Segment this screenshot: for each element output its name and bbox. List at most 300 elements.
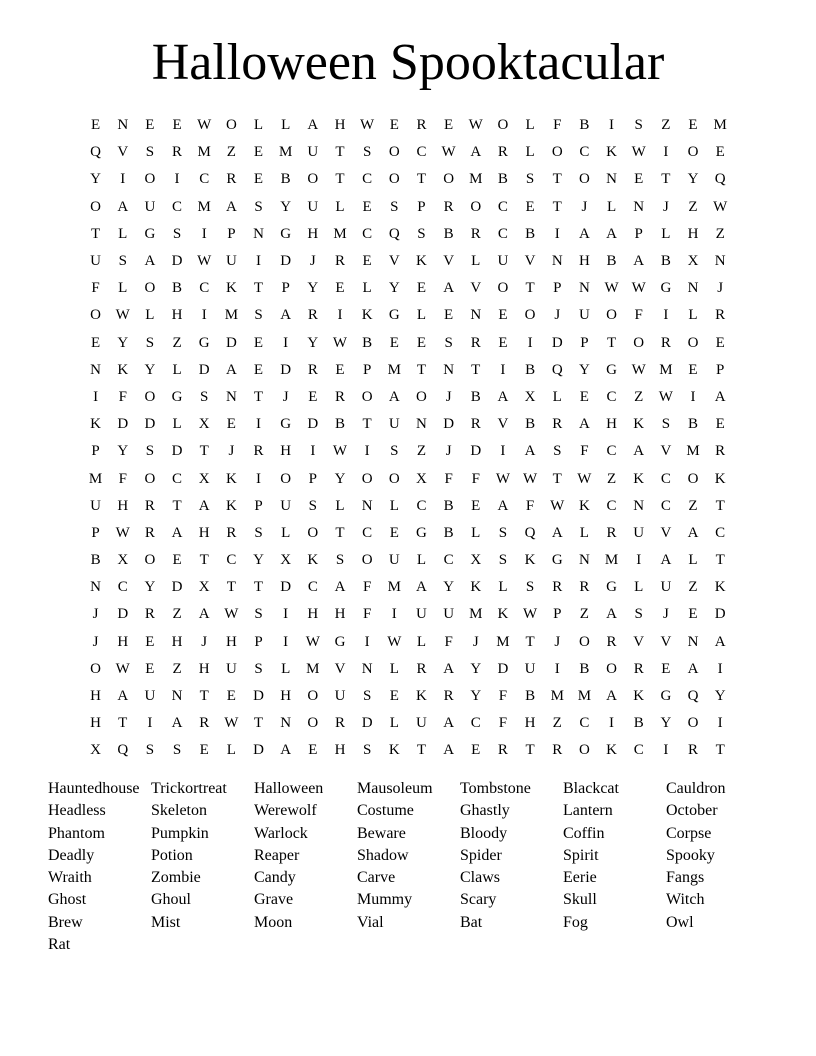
grid-letter: W bbox=[387, 633, 402, 650]
grid-letter: R bbox=[144, 497, 155, 514]
grid-letter: W bbox=[495, 470, 510, 487]
grid-letter: C bbox=[362, 225, 373, 242]
grid-letter: M bbox=[88, 470, 103, 487]
grid-letter: U bbox=[416, 606, 427, 623]
grid-letter: A bbox=[606, 688, 617, 705]
grid-letter: U bbox=[280, 497, 292, 514]
grid-letter: W bbox=[360, 117, 375, 134]
grid-letter: C bbox=[470, 715, 481, 732]
grid-letter: F bbox=[498, 688, 508, 705]
grid-letter: J bbox=[282, 388, 289, 405]
grid-letter: B bbox=[90, 552, 101, 569]
grid-row bbox=[82, 601, 734, 628]
grid-letter: P bbox=[254, 497, 263, 514]
grid-letter: T bbox=[552, 198, 562, 215]
grid-letter: B bbox=[497, 171, 508, 188]
grid-letter: E bbox=[661, 660, 671, 677]
grid-letter: W bbox=[468, 117, 483, 134]
grid-letter: R bbox=[715, 443, 726, 460]
grid-letter: T bbox=[335, 524, 345, 541]
grid-letter: E bbox=[688, 606, 698, 623]
grid-letter: M bbox=[306, 660, 320, 677]
grid-letter: R bbox=[199, 715, 210, 732]
grid-letter: L bbox=[172, 416, 182, 433]
grid-letter: A bbox=[416, 579, 427, 596]
grid-letter: I bbox=[391, 606, 397, 623]
grid-letter: D bbox=[443, 416, 455, 433]
grid-letter: K bbox=[416, 688, 427, 705]
grid-letter: H bbox=[198, 524, 210, 541]
word-list-item: Hauntedhouse bbox=[48, 780, 140, 797]
word-list-item: Ghoul bbox=[151, 891, 191, 909]
grid-letter: A bbox=[144, 253, 156, 270]
grid-letter: E bbox=[172, 117, 182, 134]
grid-letter: W bbox=[305, 633, 320, 650]
grid-letter: I bbox=[554, 225, 560, 242]
grid-letter: S bbox=[390, 443, 399, 460]
grid-letter: T bbox=[606, 334, 617, 351]
word-list-item: Moon bbox=[254, 913, 293, 931]
grid-letter: P bbox=[553, 606, 562, 623]
word-list-item: Tombstone bbox=[460, 780, 531, 797]
grid-letter: U bbox=[144, 198, 156, 215]
grid-letter: V bbox=[524, 253, 536, 270]
grid-letter: K bbox=[416, 253, 427, 270]
grid-letter: S bbox=[634, 606, 643, 623]
grid-letter: D bbox=[470, 443, 482, 460]
grid-letter: N bbox=[633, 497, 645, 514]
grid-letter: L bbox=[145, 307, 155, 324]
word-list-item: Bloody bbox=[460, 824, 508, 842]
grid-letter: W bbox=[115, 307, 130, 324]
grid-letter: S bbox=[200, 388, 209, 405]
grid-letter: H bbox=[280, 688, 292, 705]
grid-letter: Z bbox=[634, 388, 644, 405]
grid-letter: H bbox=[171, 307, 183, 324]
word-list-item: Bat bbox=[460, 913, 483, 931]
word-list-item: Claws bbox=[460, 869, 500, 887]
grid-letter: G bbox=[280, 225, 292, 242]
word-list-item: Cauldron bbox=[666, 780, 726, 797]
grid-letter: P bbox=[553, 280, 562, 297]
grid-letter: I bbox=[500, 443, 506, 460]
grid-letter: D bbox=[280, 253, 292, 270]
grid-letter: F bbox=[580, 443, 589, 460]
grid-letter: U bbox=[578, 307, 590, 324]
grid-letter: L bbox=[525, 144, 535, 161]
grid-letter: O bbox=[443, 171, 455, 188]
page-title: Halloween Spooktacular bbox=[151, 34, 665, 91]
grid-letter: V bbox=[497, 416, 509, 433]
grid-letter: Y bbox=[443, 579, 455, 596]
grid-letter: C bbox=[715, 524, 726, 541]
grid-letter: B bbox=[633, 715, 644, 732]
grid-letter: T bbox=[253, 280, 264, 297]
grid-letter: U bbox=[90, 253, 101, 270]
word-list-item: Headless bbox=[48, 802, 106, 820]
grid-letter: Z bbox=[688, 198, 698, 215]
grid-letter: L bbox=[281, 524, 291, 541]
grid-letter: O bbox=[90, 660, 101, 677]
word-list-item: Fog bbox=[563, 913, 588, 931]
grid-letter: I bbox=[93, 388, 99, 405]
grid-letter: L bbox=[335, 497, 345, 514]
grid-letter: S bbox=[444, 334, 453, 351]
grid-letter: R bbox=[660, 334, 671, 351]
grid-letter: M bbox=[550, 688, 564, 705]
grid-letter: Y bbox=[470, 660, 482, 677]
word-list-item: Skull bbox=[563, 891, 597, 909]
grid-letter: O bbox=[524, 307, 536, 324]
grid-letter: T bbox=[552, 171, 562, 188]
grid-letter: T bbox=[525, 280, 535, 297]
grid-letter: W bbox=[441, 144, 456, 161]
grid-letter: A bbox=[307, 117, 319, 134]
grid-letter: W bbox=[197, 253, 212, 270]
word-list-item: Beware bbox=[357, 824, 406, 842]
grid-letter: Y bbox=[307, 280, 319, 297]
grid-letter: S bbox=[498, 552, 508, 569]
grid-letter: N bbox=[687, 633, 699, 650]
grid-letter: P bbox=[91, 443, 100, 460]
grid-letter: G bbox=[334, 633, 346, 650]
grid-letter: M bbox=[713, 117, 727, 134]
grid-letter: E bbox=[253, 334, 264, 351]
grid-letter: B bbox=[443, 497, 454, 514]
grid-letter: M bbox=[577, 688, 592, 705]
grid-letter: G bbox=[388, 307, 400, 324]
grid-letter: I bbox=[120, 171, 126, 188]
grid-letter: F bbox=[362, 606, 372, 623]
grid-letter: T bbox=[416, 171, 427, 188]
word-list-item: Pumpkin bbox=[151, 824, 209, 842]
grid-letter: R bbox=[443, 198, 454, 215]
grid-letter: R bbox=[579, 579, 590, 596]
grid-letter: J bbox=[228, 443, 235, 460]
grid-letter: C bbox=[362, 524, 373, 541]
grid-letter: H bbox=[117, 497, 129, 514]
grid-letter: W bbox=[115, 660, 130, 677]
grid-letter: W bbox=[224, 715, 239, 732]
grid-letter: R bbox=[606, 633, 617, 650]
grid-letter: C bbox=[497, 225, 508, 242]
grid-letter: R bbox=[606, 524, 617, 541]
grid-letter: Y bbox=[117, 443, 129, 460]
grid-letter: T bbox=[715, 742, 725, 759]
grid-letter: R bbox=[226, 171, 237, 188]
grid-letter: E bbox=[444, 117, 454, 134]
grid-letter: G bbox=[606, 579, 617, 596]
grid-letter: T bbox=[715, 497, 725, 514]
grid-letter: O bbox=[280, 470, 292, 487]
grid-letter: L bbox=[416, 552, 427, 569]
grid-letter: E bbox=[253, 361, 264, 378]
grid-letter: E bbox=[90, 117, 101, 134]
grid-letter: J bbox=[662, 198, 669, 215]
grid-letter: B bbox=[606, 253, 617, 270]
grid-letter: X bbox=[117, 552, 129, 569]
grid-letter: S bbox=[172, 742, 182, 759]
grid-letter: S bbox=[308, 497, 317, 514]
grid-letter: N bbox=[90, 361, 101, 378]
grid-letter: Y bbox=[334, 470, 346, 487]
word-list-item: Trickortreat bbox=[151, 780, 227, 797]
grid-row bbox=[82, 221, 734, 248]
grid-letter: K bbox=[225, 497, 237, 514]
grid-letter: V bbox=[388, 253, 400, 270]
grid-letter: E bbox=[634, 171, 644, 188]
grid-letter: K bbox=[117, 361, 129, 378]
word-list-item: Rat bbox=[48, 936, 71, 954]
grid-letter: L bbox=[118, 280, 128, 297]
grid-letter: Z bbox=[688, 579, 698, 596]
grid-row bbox=[82, 357, 734, 384]
grid-letter: H bbox=[334, 117, 346, 134]
grid-letter: R bbox=[416, 117, 427, 134]
grid-letter: T bbox=[335, 171, 345, 188]
grid-letter: V bbox=[633, 633, 645, 650]
grid-row bbox=[82, 384, 734, 411]
grid-letter: D bbox=[144, 416, 156, 433]
grid-letter: E bbox=[226, 416, 236, 433]
grid-letter: T bbox=[199, 552, 209, 569]
grid-letter: Y bbox=[714, 688, 726, 705]
grid-letter: Y bbox=[388, 280, 400, 297]
grid-letter: P bbox=[254, 633, 263, 650]
grid-letter: S bbox=[145, 742, 155, 759]
word-list-item: Spooky bbox=[666, 846, 715, 864]
grid-letter: L bbox=[416, 633, 427, 650]
grid-letter: O bbox=[225, 117, 237, 134]
grid-letter: E bbox=[444, 307, 454, 324]
grid-row bbox=[82, 465, 734, 492]
grid-letter: S bbox=[525, 579, 535, 596]
grid-letter: Y bbox=[144, 579, 156, 596]
grid-letter: O bbox=[144, 171, 156, 188]
grid-letter: I bbox=[256, 416, 262, 433]
grid-letter: X bbox=[470, 552, 482, 569]
word-list-item: Costume bbox=[357, 802, 414, 820]
grid-letter: S bbox=[362, 688, 372, 705]
grid-letter: D bbox=[171, 253, 183, 270]
grid-letter: P bbox=[417, 198, 426, 215]
grid-letter: I bbox=[527, 334, 533, 351]
grid-letter: O bbox=[144, 552, 156, 569]
grid-letter: T bbox=[253, 388, 264, 405]
grid-letter: Y bbox=[307, 334, 319, 351]
grid-letter: B bbox=[334, 416, 345, 433]
grid-letter: E bbox=[416, 334, 427, 351]
grid-letter: X bbox=[416, 470, 427, 487]
grid-letter: B bbox=[280, 171, 291, 188]
grid-letter: C bbox=[443, 552, 454, 569]
grid-letter: A bbox=[225, 198, 237, 215]
grid-letter: B bbox=[362, 334, 373, 351]
grid-letter: Z bbox=[172, 606, 182, 623]
grid-letter: V bbox=[470, 280, 482, 297]
grid-letter: N bbox=[551, 253, 563, 270]
grid-letter: O bbox=[90, 198, 101, 215]
grid-letter: I bbox=[717, 715, 723, 732]
grid-letter: M bbox=[659, 361, 673, 378]
grid-letter: N bbox=[470, 307, 482, 324]
grid-row bbox=[82, 330, 734, 357]
grid-letter: A bbox=[551, 524, 563, 541]
grid-letter: G bbox=[144, 225, 156, 242]
grid-letter: W bbox=[631, 361, 646, 378]
grid-letter: W bbox=[522, 606, 538, 623]
grid-letter: Z bbox=[172, 334, 182, 351]
grid-letter: U bbox=[388, 416, 400, 433]
grid-letter: D bbox=[307, 416, 319, 433]
grid-letter: Y bbox=[280, 198, 292, 215]
grid-letter: E bbox=[335, 280, 345, 297]
grid-letter: B bbox=[525, 225, 536, 242]
grid-letter: O bbox=[633, 334, 645, 351]
grid-letter: C bbox=[172, 470, 183, 487]
grid-letter: L bbox=[389, 497, 399, 514]
grid-letter: G bbox=[416, 524, 427, 541]
grid-letter: F bbox=[444, 470, 453, 487]
grid-letter: X bbox=[198, 470, 210, 487]
grid-letter: K bbox=[225, 280, 237, 297]
grid-letter: E bbox=[145, 633, 155, 650]
grid-letter: F bbox=[91, 280, 100, 297]
grid-letter: H bbox=[90, 715, 101, 732]
grid-letter: A bbox=[578, 416, 590, 433]
word-list-item: Deadly bbox=[48, 846, 95, 864]
grid-letter: A bbox=[198, 497, 210, 514]
grid-letter: E bbox=[579, 388, 589, 405]
grid-letter: D bbox=[280, 361, 292, 378]
grid-letter: N bbox=[714, 253, 726, 270]
grid-letter: Z bbox=[579, 606, 589, 623]
grid-letter: E bbox=[145, 117, 155, 134]
grid-letter: L bbox=[471, 524, 481, 541]
grid-letter: O bbox=[361, 470, 373, 487]
grid-letter: R bbox=[172, 144, 183, 161]
grid-letter: D bbox=[497, 660, 509, 677]
grid-letter: G bbox=[280, 416, 292, 433]
grid-letter: S bbox=[335, 552, 345, 569]
grid-row bbox=[82, 166, 734, 193]
grid-letter: E bbox=[498, 307, 508, 324]
grid-letter: L bbox=[579, 524, 589, 541]
grid-letter: R bbox=[226, 524, 237, 541]
grid-letter: Q bbox=[388, 225, 400, 242]
grid-letter: S bbox=[145, 334, 155, 351]
grid-letter: C bbox=[307, 579, 318, 596]
grid-letter: Y bbox=[687, 171, 699, 188]
grid-letter: E bbox=[389, 117, 399, 134]
grid-letter: R bbox=[688, 742, 699, 759]
grid-letter: T bbox=[525, 633, 535, 650]
grid-letter: S bbox=[254, 198, 263, 215]
grid-letter: V bbox=[334, 660, 346, 677]
grid-letter: W bbox=[713, 198, 728, 215]
grid-letter: S bbox=[362, 144, 372, 161]
grid-letter: A bbox=[443, 660, 455, 677]
grid-letter: S bbox=[390, 198, 399, 215]
grid-letter: J bbox=[662, 606, 669, 623]
grid-letter: L bbox=[281, 660, 291, 677]
grid-letter: L bbox=[416, 307, 427, 324]
word-list-item: Blackcat bbox=[563, 780, 619, 797]
word-list-item: Spider bbox=[460, 846, 502, 864]
grid-letter: Z bbox=[416, 443, 427, 460]
grid-letter: N bbox=[253, 225, 264, 242]
grid-letter: J bbox=[472, 633, 479, 650]
grid-letter: F bbox=[118, 388, 127, 405]
grid-letter: O bbox=[687, 715, 699, 732]
grid-letter: N bbox=[578, 280, 590, 297]
grid-letter: A bbox=[687, 524, 699, 541]
grid-letter: H bbox=[687, 225, 699, 242]
grid-row bbox=[82, 547, 734, 574]
grid-letter: R bbox=[253, 443, 264, 460]
grid-row bbox=[82, 520, 734, 547]
grid-letter: A bbox=[117, 688, 129, 705]
grid-letter: L bbox=[362, 280, 372, 297]
grid-letter: I bbox=[310, 443, 316, 460]
grid-letter: C bbox=[579, 715, 590, 732]
grid-letter: I bbox=[663, 307, 669, 324]
grid-letter: O bbox=[551, 144, 563, 161]
grid-letter: Y bbox=[660, 715, 672, 732]
grid-letter: B bbox=[443, 225, 454, 242]
grid-letter: S bbox=[254, 606, 263, 623]
grid-letter: T bbox=[90, 225, 101, 242]
grid-letter: T bbox=[226, 579, 236, 596]
grid-letter: E bbox=[688, 361, 698, 378]
grid-letter: S bbox=[172, 225, 182, 242]
grid-letter: T bbox=[471, 361, 481, 378]
grid-letter: U bbox=[388, 552, 400, 569]
grid-letter: I bbox=[690, 388, 696, 405]
grid-letter: X bbox=[90, 742, 101, 759]
grid-letter: J bbox=[554, 307, 561, 324]
grid-letter: E bbox=[525, 198, 535, 215]
grid-letter: O bbox=[388, 470, 400, 487]
grid-letter: T bbox=[199, 688, 209, 705]
grid-letter: K bbox=[633, 470, 645, 487]
grid-row bbox=[82, 629, 734, 656]
grid-letter: U bbox=[443, 606, 455, 623]
grid-letter: T bbox=[199, 443, 209, 460]
grid-letter: A bbox=[578, 225, 590, 242]
grid-letter: W bbox=[224, 606, 239, 623]
grid-letter: Z bbox=[552, 715, 562, 732]
grid-letter: K bbox=[388, 742, 400, 759]
grid-letter: E bbox=[199, 742, 209, 759]
grid-letter: I bbox=[283, 633, 289, 650]
grid-letter: Y bbox=[117, 334, 129, 351]
grid-letter: C bbox=[172, 198, 183, 215]
grid-letter: N bbox=[578, 552, 590, 569]
grid-letter: R bbox=[552, 416, 563, 433]
grid-letter: I bbox=[364, 633, 370, 650]
word-list-item: Phantom bbox=[48, 824, 105, 842]
grid-letter: X bbox=[687, 253, 699, 270]
grid-letter: J bbox=[92, 633, 99, 650]
grid-letter: V bbox=[660, 443, 672, 460]
grid-letter: E bbox=[226, 688, 236, 705]
grid-letter: F bbox=[634, 307, 643, 324]
grid-letter: A bbox=[280, 742, 292, 759]
grid-letter: T bbox=[552, 470, 562, 487]
grid-letter: O bbox=[416, 388, 427, 405]
grid-letter: L bbox=[172, 361, 182, 378]
